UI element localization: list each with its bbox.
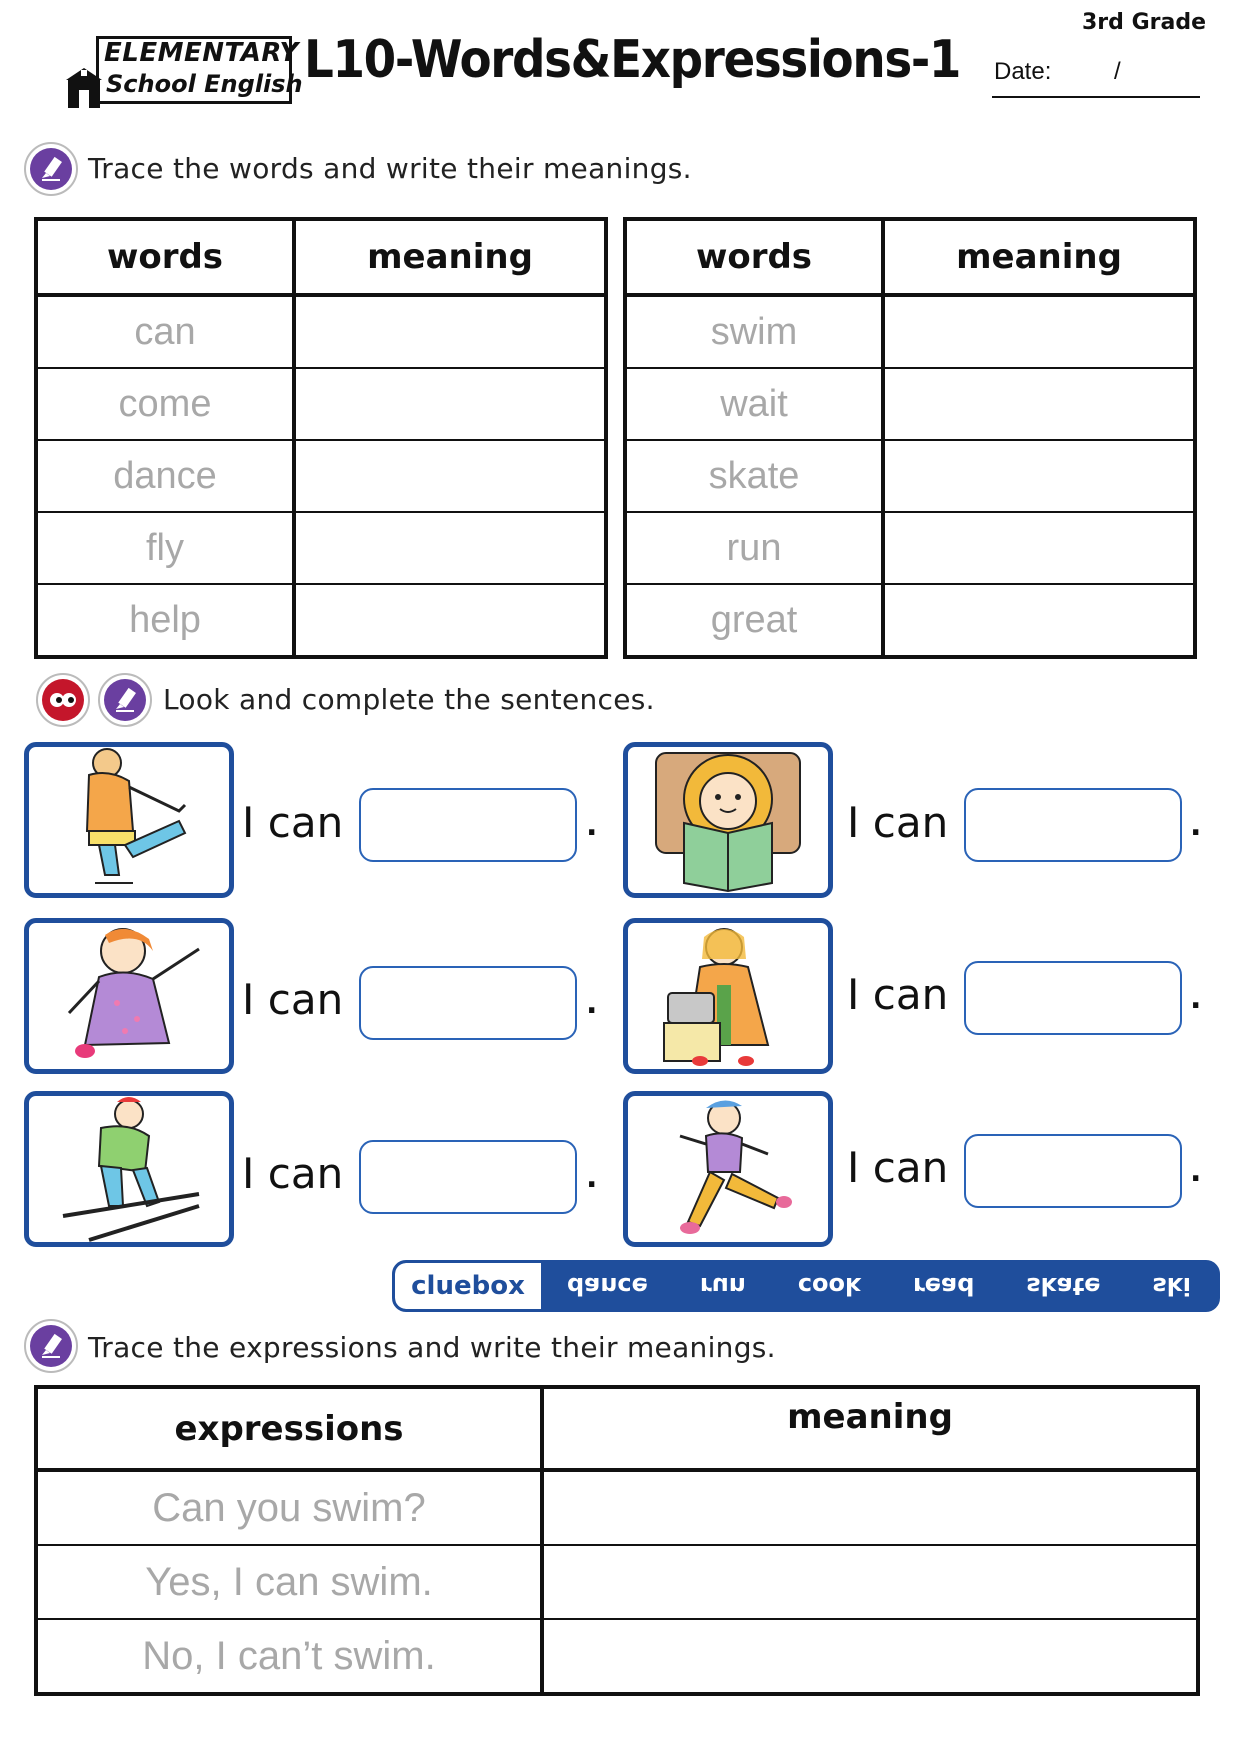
meaning-cell[interactable]: [542, 1619, 1198, 1694]
cluebox-label: cluebox: [395, 1263, 541, 1309]
skiing-child-icon: [24, 1091, 234, 1247]
sentence-start: I can: [242, 798, 344, 847]
meaning-cell[interactable]: [542, 1545, 1198, 1619]
trace-expression[interactable]: No, I can’t swim.: [36, 1619, 542, 1694]
date-line[interactable]: [992, 96, 1200, 98]
reading-child-icon: [623, 742, 833, 898]
meaning-cell[interactable]: [294, 584, 606, 657]
sentence-period: .: [1190, 1154, 1202, 1189]
expressions-header: expressions: [36, 1387, 542, 1470]
clue-word: skate: [1026, 1272, 1101, 1300]
words-header: words: [625, 219, 883, 295]
eyes-badge-icon: [36, 673, 90, 727]
meaning-cell[interactable]: [883, 440, 1195, 512]
sentence-start: I can: [847, 970, 949, 1019]
cluebox-words: [541, 1272, 1217, 1300]
section3-instruction: Trace the expressions and write their meanings.: [88, 1331, 776, 1364]
answer-box[interactable]: [359, 1140, 577, 1214]
page-title: L10-Words&Expressions-1: [304, 30, 961, 90]
trace-word[interactable]: dance: [36, 440, 294, 512]
section1-instruction: Trace the words and write their meanings.: [88, 152, 692, 185]
meaning-header: meaning: [883, 219, 1195, 295]
sentence-start: I can: [847, 1143, 949, 1192]
sentence-start: I can: [242, 975, 344, 1024]
pencil-badge-icon: [24, 1319, 78, 1373]
grade-label: 3rd Grade: [1082, 10, 1206, 35]
clue-word: read: [912, 1272, 975, 1300]
sentence-period: .: [586, 1160, 598, 1195]
meaning-cell[interactable]: [883, 368, 1195, 440]
date-separator: /: [1114, 58, 1121, 85]
school-logo-icon: [64, 66, 104, 110]
trace-word[interactable]: swim: [625, 295, 883, 368]
table-row: [36, 1619, 1198, 1694]
skating-girl-icon: [24, 742, 234, 898]
meaning-cell[interactable]: [294, 295, 606, 368]
pencil-badge-icon: [24, 142, 78, 196]
logo-line2: School English: [106, 70, 303, 98]
meaning-cell[interactable]: [294, 440, 606, 512]
trace-word[interactable]: come: [36, 368, 294, 440]
answer-box[interactable]: [359, 966, 577, 1040]
trace-word[interactable]: run: [625, 512, 883, 584]
meaning-cell[interactable]: [883, 512, 1195, 584]
table-row: [36, 440, 606, 512]
table-row: [625, 584, 1195, 657]
cooking-girl-icon: [623, 918, 833, 1074]
meaning-cell[interactable]: [294, 512, 606, 584]
words-table-right: [623, 217, 1197, 659]
table-row: [36, 584, 606, 657]
sentence-start: I can: [847, 798, 949, 847]
answer-box[interactable]: [964, 1134, 1182, 1208]
meaning-cell[interactable]: [542, 1470, 1198, 1545]
meaning-header: meaning: [542, 1387, 1198, 1470]
meaning-cell[interactable]: [883, 295, 1195, 368]
table-row: [36, 368, 606, 440]
dancing-girl-icon: [24, 918, 234, 1074]
logo-line1: ELEMENTARY: [104, 38, 299, 68]
table-row: [36, 1470, 1198, 1545]
trace-word[interactable]: can: [36, 295, 294, 368]
answer-box[interactable]: [964, 961, 1182, 1035]
sentence-period: .: [1190, 808, 1202, 843]
expressions-table: [34, 1385, 1200, 1696]
table-row: [36, 295, 606, 368]
clue-word: run: [699, 1272, 746, 1300]
sentence-period: .: [586, 986, 598, 1021]
answer-box[interactable]: [359, 788, 577, 862]
trace-word[interactable]: fly: [36, 512, 294, 584]
trace-word[interactable]: help: [36, 584, 294, 657]
words-header: words: [36, 219, 294, 295]
cluebox: [392, 1260, 1220, 1312]
clue-word: ski: [1152, 1272, 1191, 1300]
trace-word[interactable]: wait: [625, 368, 883, 440]
trace-expression[interactable]: Can you swim?: [36, 1470, 542, 1545]
sentence-period: .: [586, 808, 598, 843]
sentence-start: I can: [242, 1149, 344, 1198]
trace-expression[interactable]: Yes, I can swim.: [36, 1545, 542, 1619]
words-table-left: [34, 217, 608, 659]
running-girl-icon: [623, 1091, 833, 1247]
trace-word[interactable]: great: [625, 584, 883, 657]
clue-word: cook: [797, 1272, 861, 1300]
section2-instruction: Look and complete the sentences.: [163, 683, 655, 716]
sentence-period: .: [1190, 981, 1202, 1016]
meaning-header: meaning: [294, 219, 606, 295]
table-row: [625, 512, 1195, 584]
answer-box[interactable]: [964, 788, 1182, 862]
table-row: [625, 295, 1195, 368]
meaning-cell[interactable]: [294, 368, 606, 440]
meaning-cell[interactable]: [883, 584, 1195, 657]
date-label: Date:: [994, 58, 1052, 85]
pencil-badge-icon: [98, 673, 152, 727]
table-row: [36, 1545, 1198, 1619]
table-row: [625, 368, 1195, 440]
clue-word: dance: [566, 1272, 648, 1300]
table-row: [36, 512, 606, 584]
table-row: [625, 440, 1195, 512]
trace-word[interactable]: skate: [625, 440, 883, 512]
